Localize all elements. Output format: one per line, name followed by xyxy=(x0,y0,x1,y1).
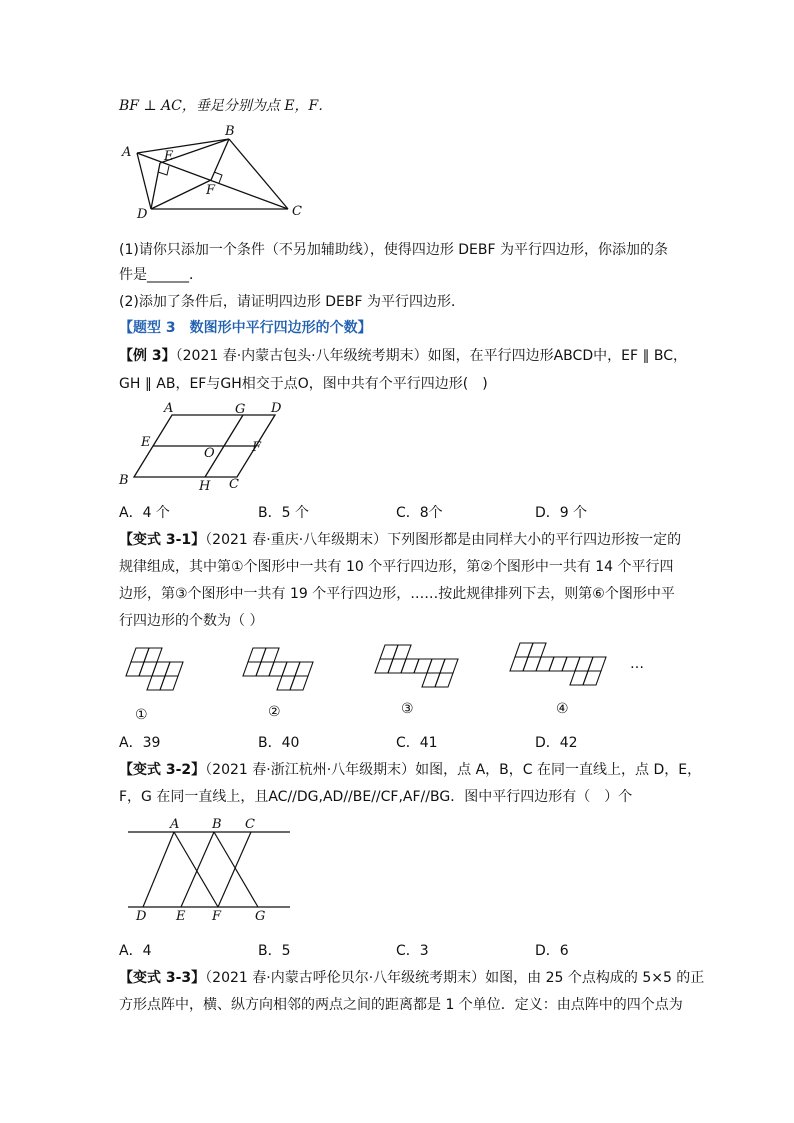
figure-label-2: ② xyxy=(268,704,281,720)
label-E: E xyxy=(164,149,174,164)
pattern-ellipsis: … xyxy=(630,656,644,672)
label-F: F xyxy=(212,909,222,924)
var32-option-b: B．5 xyxy=(258,943,291,959)
label-A: A xyxy=(164,401,174,416)
ex3-option-c: C．8个 xyxy=(396,505,443,521)
label-D: D xyxy=(271,401,282,416)
label-E: E xyxy=(176,909,186,924)
intro-line: BF ⊥ AC，垂足分别为点 E，F． xyxy=(119,98,333,114)
label-A: A xyxy=(122,145,132,160)
label-B: B xyxy=(212,817,222,832)
label-O: O xyxy=(204,446,215,461)
ex3-line1: 【例 3】（2021 春·内蒙古包头·八年级统考期末）如图，在平行四边形ABCD中，EF ∥ BC， xyxy=(119,348,688,364)
ex3-option-b: B．5 个 xyxy=(258,505,309,521)
label-B: B xyxy=(119,473,129,488)
q1-line2: 件是______． xyxy=(119,267,203,283)
label-G: G xyxy=(255,909,266,924)
label-G: G xyxy=(235,402,246,417)
var31-option-a: A．39 xyxy=(119,735,161,751)
label-H: H xyxy=(199,479,211,494)
figure-label-1: ① xyxy=(135,707,148,723)
ex3-line2: GH ∥ AB，EF与GH相交于点O，图中共有个平行四边形( ) xyxy=(119,376,488,392)
label-D: D xyxy=(137,207,148,222)
label-C: C xyxy=(245,817,255,832)
ex3-option-a: A．4 个 xyxy=(119,505,170,521)
var31-option-b: B．40 xyxy=(258,735,300,751)
figure-label-4: ④ xyxy=(556,701,569,717)
ex3-option-d: D．9 个 xyxy=(535,505,588,521)
q2-line: (2)添加了条件后，请证明四边形 DEBF 为平行四边形． xyxy=(119,294,466,310)
var33-line2: 方形点阵中，横、纵方向相邻的两点之间的距离都是 1 个单位．定义：由点阵中的四个点为 xyxy=(119,997,683,1013)
var31-option-c: C．41 xyxy=(396,735,438,751)
var33-line1: 【变式 3-3】（2021 春·内蒙古呼伦贝尔·八年级统考期末）如图，由 25 个点构成的 5×5 的正 xyxy=(119,970,705,986)
label-C: C xyxy=(292,204,302,219)
var31-line4: 行四边形的个数为（ ） xyxy=(119,613,264,629)
var32-line2: F，G 在同一直线上，且AC//DG,AD//BE//CF,AF//BG．图中平行四边形有（ ）个 xyxy=(119,789,633,805)
var32-line1: 【变式 3-2】（2021 春·浙江杭州·八年级期末）如图，点 A，B，C 在同一直线上，点 D，E， xyxy=(119,762,702,778)
label-B: B xyxy=(225,124,235,139)
label-E: E xyxy=(141,435,151,450)
label-F: F xyxy=(252,440,262,455)
section-title: 【题型 3 数图形中平行四边形的个数】 xyxy=(119,320,372,336)
var32-option-a: A．4 xyxy=(119,943,152,959)
label-F: F xyxy=(206,183,216,198)
var31-option-d: D．42 xyxy=(535,735,578,751)
var31-line1: 【变式 3-1】（2021 春·重庆·八年级期末）下列图形都是由同样大小的平行四边形按一定的 xyxy=(119,532,682,548)
label-A: A xyxy=(170,817,180,832)
var31-line2: 规律组成，其中第①个图形中一共有 10 个平行四边形，第②个图形中一共有 14 个平行四 xyxy=(119,559,674,575)
var32-option-c: C．3 xyxy=(396,943,429,959)
label-C: C xyxy=(229,477,239,492)
figure-label-3: ③ xyxy=(401,701,414,717)
label-D: D xyxy=(136,909,147,924)
var31-line3: 边形，第③个图形中一共有 19 个平行四边形，……按此规律排列下去，则第⑥个图形中平 xyxy=(119,586,675,602)
q1-line1: (1)请你只添加一个条件（不另加辅助线），使得四边形 DEBF 为平行四边形，你添加的条 xyxy=(119,242,669,258)
var32-option-d: D．6 xyxy=(535,943,569,959)
